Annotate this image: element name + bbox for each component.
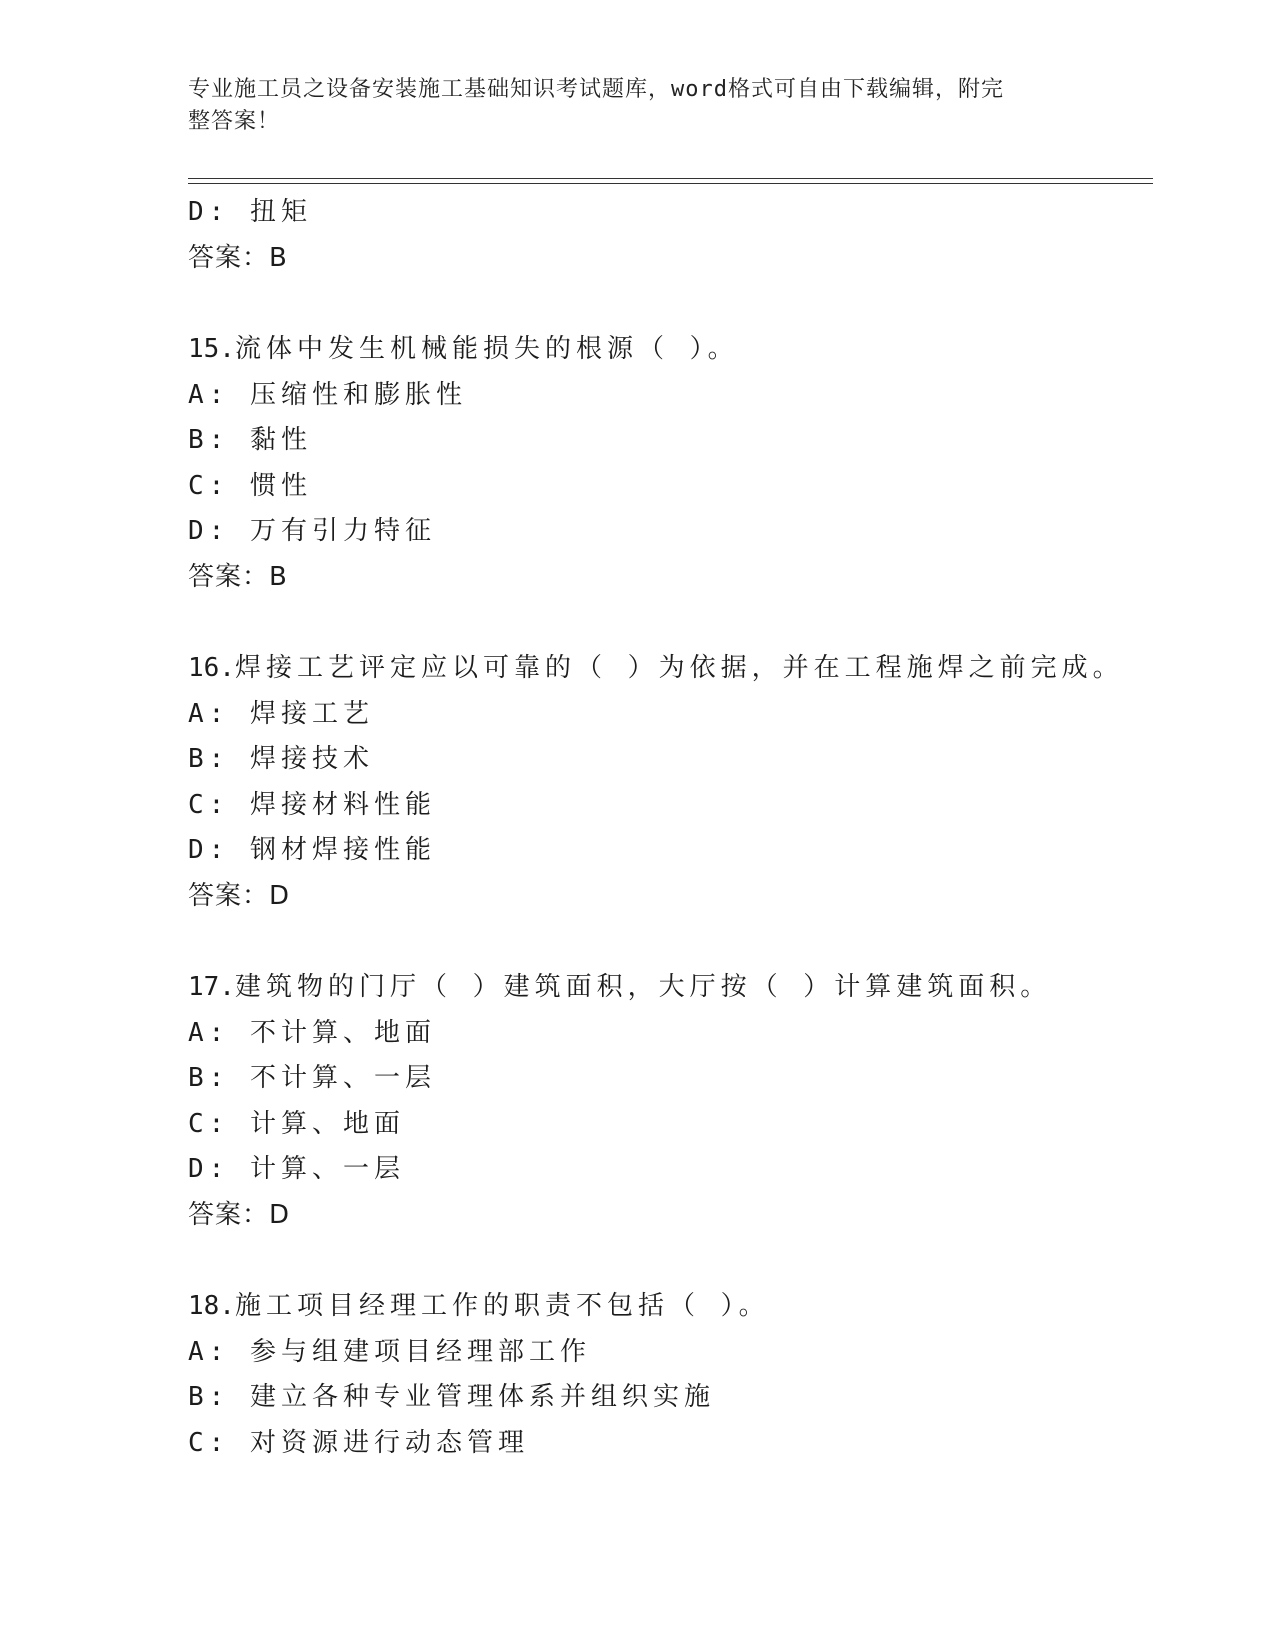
spacer <box>188 600 1153 646</box>
option-d: D: 钢材焊接性能 <box>188 835 436 865</box>
question-15 <box>188 327 1153 373</box>
question-text: 施工项目经理工作的职责不包括（ ）。 <box>234 1291 770 1321</box>
question-number: 17. <box>188 972 235 1002</box>
answer-line: 答案：B <box>188 242 288 273</box>
question-text: 建筑物的门厅（ ）建筑面积，大厅按（ ）计算建筑面积。 <box>234 972 1052 1002</box>
question-16 <box>188 646 1153 692</box>
spacer <box>188 1238 1153 1284</box>
option-c: C: 计算、地面 <box>188 1108 405 1139</box>
question-text: 焊接工艺评定应以可靠的（ ）为依据，并在工程施焊之前完成。 <box>234 653 1124 683</box>
spacer <box>188 281 1153 327</box>
question-17 <box>188 965 1153 1011</box>
option-a: A: 压缩性和膨胀性 <box>188 379 467 410</box>
spacer <box>188 919 1153 965</box>
question-number: 16. <box>188 653 235 683</box>
header-line-1: 专业施工员之设备安装施工基础知识考试题库，word格式可自由下载编辑，附完 <box>188 77 1004 102</box>
question-number: 18. <box>188 1291 235 1321</box>
header-divider-bottom <box>188 183 1153 184</box>
question-number: 15. <box>188 334 235 364</box>
header-divider-top <box>188 178 1153 179</box>
option-b: B: 黏性 <box>188 425 312 455</box>
option-b: B: 不计算、一层 <box>188 1063 436 1093</box>
option-b: B: 建立各种专业管理体系并组织实施 <box>188 1382 715 1412</box>
answer-line: 答案：B <box>188 561 288 592</box>
option-d: D: 计算、一层 <box>188 1154 405 1184</box>
option-a: A: 不计算、地面 <box>188 1017 436 1048</box>
document-header <box>188 74 1068 138</box>
question-18 <box>188 1284 1153 1330</box>
option-a: A: 焊接工艺 <box>188 698 374 729</box>
question-list <box>188 190 1153 1466</box>
option-c: C: 焊接材料性能 <box>188 789 436 820</box>
answer-line: 答案：D <box>188 880 291 911</box>
question-text: 流体中发生机械能损失的根源（ ）。 <box>234 334 739 364</box>
option-d: D: 扭矩 <box>188 197 312 227</box>
answer-line: 答案：D <box>188 1199 291 1230</box>
option-b: B: 焊接技术 <box>188 744 374 774</box>
option-c: C: 惯性 <box>188 470 312 501</box>
option-c: C: 对资源进行动态管理 <box>188 1427 529 1458</box>
header-line-2: 整答案！ <box>188 109 281 134</box>
option-d: D: 万有引力特征 <box>188 516 436 546</box>
option-a: A: 参与组建项目经理部工作 <box>188 1336 591 1367</box>
